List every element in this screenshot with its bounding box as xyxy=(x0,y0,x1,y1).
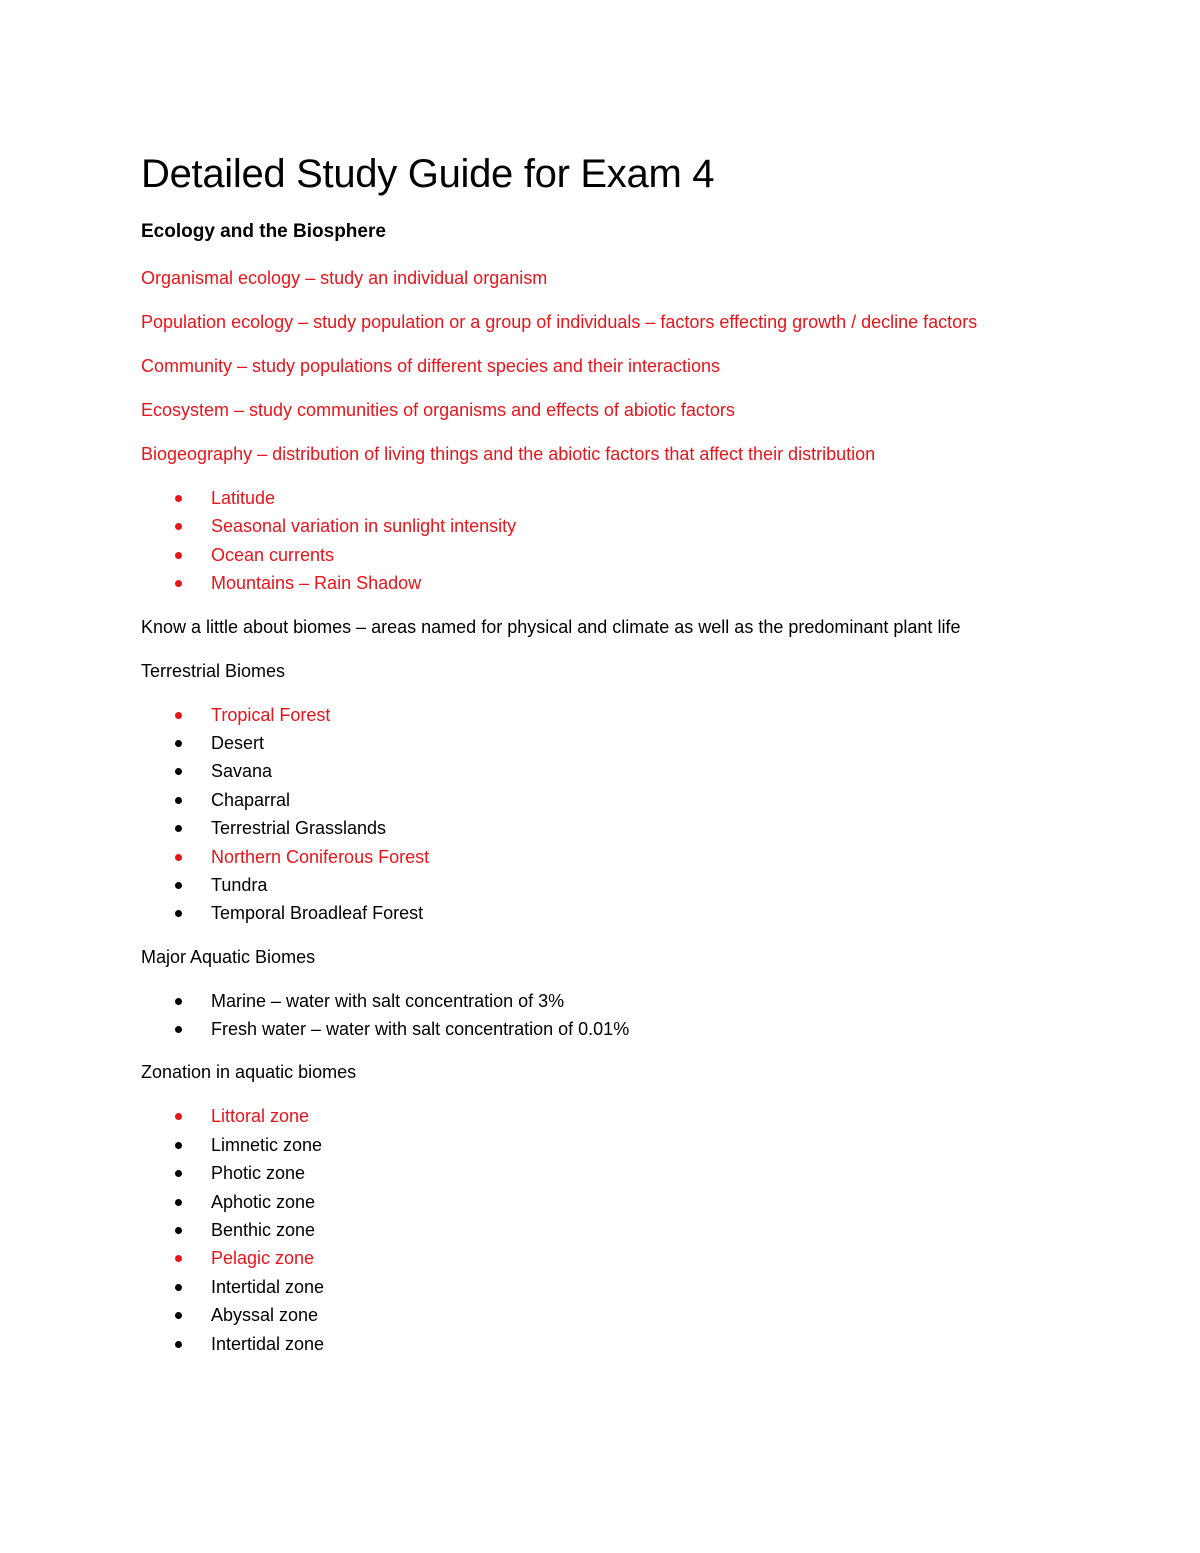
list-item-text: Aphotic zone xyxy=(211,1191,316,1212)
bullet-icon xyxy=(175,825,182,832)
bullet-icon xyxy=(175,797,182,804)
aquatic-biomes-list xyxy=(141,987,1061,1044)
list-item-text: Limnetic zone xyxy=(211,1134,323,1155)
list-item xyxy=(141,786,1061,814)
definition-ecosystem: Ecosystem – study communities of organisms and effects of abiotic factors xyxy=(141,400,735,420)
list-item-text: Littoral zone xyxy=(211,1106,310,1127)
list-item-text: Latitude xyxy=(211,488,276,508)
list-item xyxy=(141,1102,1061,1130)
terrestrial-biomes-label: Terrestrial Biomes xyxy=(141,660,286,681)
biomes-intro: Know a little about biomes – areas named for physical and climate as well as the predominant plant life xyxy=(141,616,961,637)
list-item-text: Savana xyxy=(211,761,273,782)
list-item-text: Benthic zone xyxy=(211,1220,316,1241)
list-item-text: Marine – water with salt concentration of 3% xyxy=(211,990,565,1011)
list-item xyxy=(141,569,1061,597)
aquatic-biomes-label: Major Aquatic Biomes xyxy=(141,946,316,967)
zonation-label: Zonation in aquatic biomes xyxy=(141,1062,357,1083)
bullet-icon xyxy=(175,1341,182,1348)
section-heading: Ecology and the Biosphere xyxy=(141,221,386,242)
bullet-icon xyxy=(175,768,182,775)
bullet-icon xyxy=(175,1312,182,1319)
biogeography-factors-list xyxy=(141,484,1061,598)
document-title: Detailed Study Guide for Exam 4 xyxy=(141,152,715,196)
list-item-text: Intertidal zone xyxy=(211,1333,325,1354)
list-item-text: Photic zone xyxy=(211,1163,306,1184)
bullet-icon xyxy=(175,1142,182,1149)
list-item-text: Northern Coniferous Forest xyxy=(211,846,430,867)
list-item xyxy=(141,987,1061,1015)
bullet-icon xyxy=(175,552,182,559)
list-item xyxy=(141,1301,1061,1329)
bullet-icon xyxy=(175,910,182,917)
list-item xyxy=(141,1273,1061,1301)
list-item xyxy=(141,1216,1061,1244)
document-page xyxy=(141,148,1061,1373)
bullet-icon xyxy=(175,1284,182,1291)
list-item-text: Fresh water – water with salt concentration of 0.01% xyxy=(211,1019,630,1040)
bullet-icon xyxy=(175,523,182,530)
list-item-text: Terrestrial Grasslands xyxy=(211,818,387,839)
definitions-block xyxy=(141,264,1061,469)
bullet-icon xyxy=(175,1026,182,1033)
bullet-icon xyxy=(175,1227,182,1234)
list-item xyxy=(141,1188,1061,1216)
bullet-icon xyxy=(175,1255,182,1262)
list-item-text: Chaparral xyxy=(211,789,291,810)
list-item xyxy=(141,1015,1061,1043)
bullet-icon xyxy=(175,998,182,1005)
list-item-text: Desert xyxy=(211,732,265,753)
bullet-icon xyxy=(175,882,182,889)
terrestrial-biomes-list xyxy=(141,701,1061,928)
list-item-text: Tropical Forest xyxy=(211,704,331,725)
list-item xyxy=(141,871,1061,899)
list-item xyxy=(141,899,1061,927)
list-item xyxy=(141,757,1061,785)
list-item-text: Tundra xyxy=(211,874,268,895)
definition-organismal-ecology: Organismal ecology – study an individual organism xyxy=(141,268,548,288)
list-item xyxy=(141,814,1061,842)
list-item xyxy=(141,1159,1061,1187)
bullet-icon xyxy=(175,854,182,861)
list-item xyxy=(141,843,1061,871)
list-item-text: Pelagic zone xyxy=(211,1248,315,1269)
list-item-text: Ocean currents xyxy=(211,544,335,565)
definition-population-ecology: Population ecology – study population or a group of individuals – factors effecting growth / decline factors xyxy=(141,312,978,332)
bullet-icon xyxy=(175,1170,182,1177)
list-item xyxy=(141,1244,1061,1272)
list-item xyxy=(141,484,1061,512)
list-item-text: Intertidal zone xyxy=(211,1276,325,1297)
list-item xyxy=(141,1330,1061,1358)
definition-community: Community – study populations of different species and their interactions xyxy=(141,356,720,376)
bullet-icon xyxy=(175,1113,182,1120)
zonation-list xyxy=(141,1102,1061,1358)
definition-biogeography: Biogeography – distribution of living things and the abiotic factors that affect their distribution xyxy=(141,444,876,464)
list-item-text: Seasonal variation in sunlight intensity xyxy=(211,516,517,537)
bullet-icon xyxy=(175,1199,182,1206)
list-item-text: Temporal Broadleaf Forest xyxy=(211,903,424,924)
list-item xyxy=(141,1131,1061,1159)
bullet-icon xyxy=(175,580,182,587)
list-item xyxy=(141,541,1061,569)
list-item xyxy=(141,729,1061,757)
list-item-text: Mountains – Rain Shadow xyxy=(211,573,422,594)
bullet-icon xyxy=(175,740,182,747)
list-item xyxy=(141,512,1061,540)
list-item-text: Abyssal zone xyxy=(211,1305,319,1326)
bullet-icon xyxy=(175,712,182,719)
list-item xyxy=(141,701,1061,729)
bullet-icon xyxy=(175,495,182,502)
